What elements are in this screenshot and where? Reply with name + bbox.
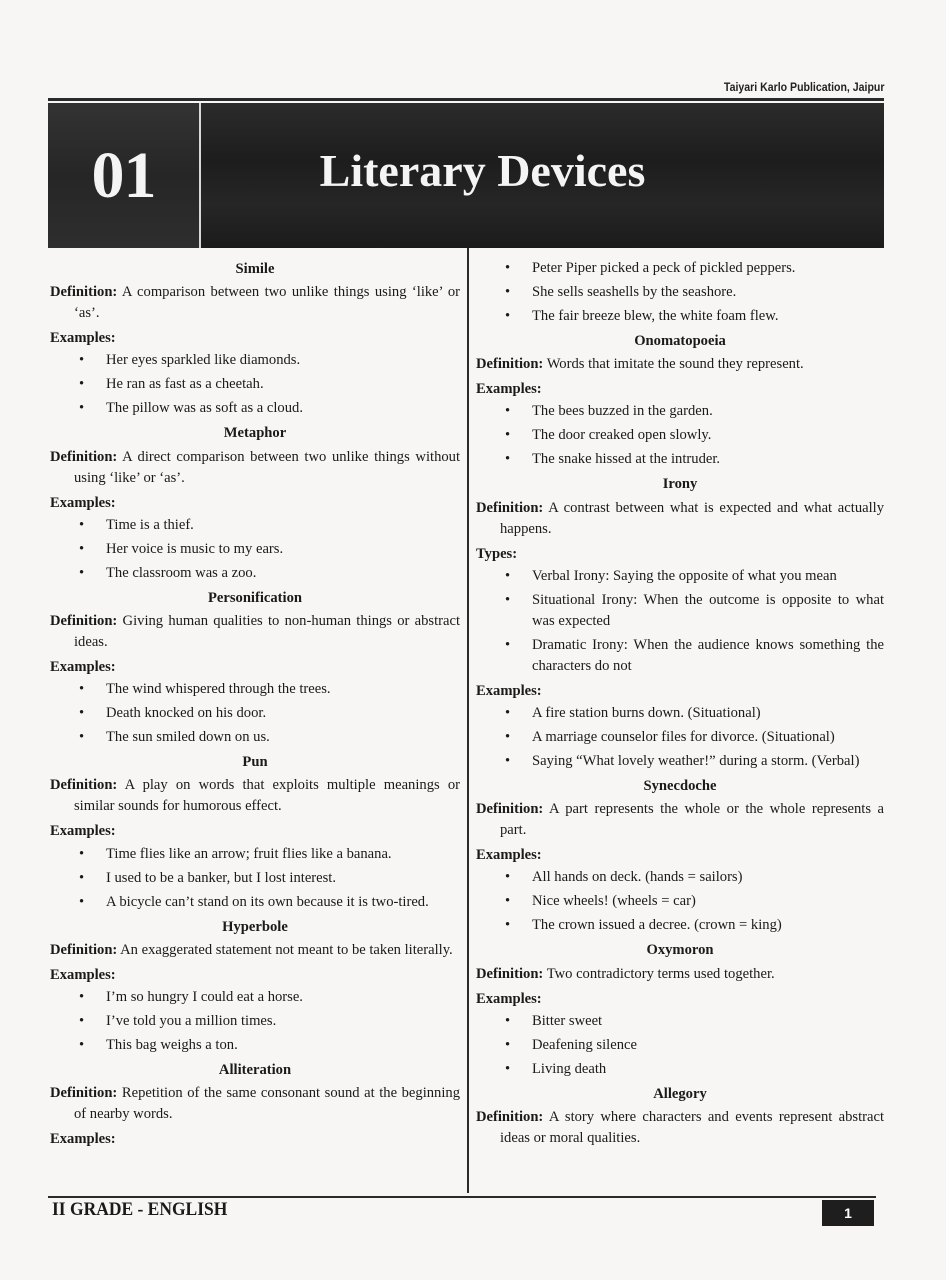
list-item: • A marriage counselor files for divorce. (Situational)	[476, 727, 884, 748]
definition	[50, 775, 460, 817]
definition	[476, 1107, 884, 1149]
definition-label: Definition:	[476, 499, 544, 516]
examples-list	[476, 401, 884, 470]
alliteration-examples-list	[476, 258, 884, 327]
top-rule	[48, 98, 884, 101]
list-item: • I’ve told you a million times.	[50, 1011, 460, 1032]
list-item: • Living death	[476, 1059, 884, 1080]
examples-label: Examples:	[476, 682, 542, 699]
definition	[476, 498, 884, 540]
section-heading: Oxymoron	[646, 942, 714, 959]
examples-list	[50, 350, 460, 419]
list-item: • He ran as fast as a cheetah.	[50, 374, 460, 395]
definition-label: Definition:	[50, 613, 118, 630]
section-allegory	[476, 1083, 884, 1149]
types-label: Types:	[476, 545, 518, 562]
definition-label: Definition:	[50, 1085, 118, 1102]
list-item: • The classroom was a zoo.	[50, 563, 460, 584]
section-heading: Hyperbole	[222, 918, 288, 935]
examples-list	[50, 844, 460, 913]
list-item: • Nice wheels! (wheels = car)	[476, 891, 884, 912]
right-column	[476, 258, 884, 1152]
definition	[50, 611, 460, 653]
chapter-number: 01	[48, 103, 201, 248]
list-item: • The pillow was as soft as a cloud.	[50, 398, 460, 419]
section-alliteration	[50, 1059, 460, 1151]
examples-label: Examples:	[50, 823, 116, 840]
left-column	[50, 258, 460, 1151]
chapter-banner	[48, 103, 884, 248]
definition	[50, 282, 460, 324]
list-item: • Death knocked on his door.	[50, 703, 460, 724]
definition-text: A comparison between two unlike things using ‘like’ or ‘as’.	[74, 284, 460, 322]
footer-subject: II GRADE - ENGLISH	[52, 1199, 228, 1220]
list-item: • The fair breeze blew, the white foam flew.	[476, 306, 884, 327]
definition	[50, 1083, 460, 1125]
publisher-name: Taiyari Karlo Publication, Jaipur	[723, 80, 884, 94]
list-item: • Saying “What lovely weather!” during a storm. (Verbal)	[476, 751, 884, 772]
definition-text: Giving human qualities to non-human things or abstract ideas.	[74, 613, 460, 651]
list-item: • This bag weighs a ton.	[50, 1035, 460, 1056]
page-number: 1	[822, 1200, 874, 1226]
types-list	[476, 566, 884, 677]
definition-text: A play on words that exploits multiple meanings or similar sounds for humorous effect.	[74, 777, 461, 815]
section-pun	[50, 751, 460, 912]
definition-label: Definition:	[50, 777, 118, 794]
section-hyperbole	[50, 916, 460, 1056]
definition-label: Definition:	[50, 448, 118, 465]
list-item: • The wind whispered through the trees.	[50, 679, 460, 700]
definition-label: Definition:	[476, 801, 544, 818]
examples-label: Examples:	[50, 966, 116, 983]
examples-label: Examples:	[476, 990, 542, 1007]
definition	[50, 447, 460, 489]
definition-text: Repetition of the same consonant sound at the beginning of nearby words.	[74, 1085, 460, 1123]
list-item: • The sun smiled down on us.	[50, 727, 460, 748]
examples-list	[476, 703, 884, 772]
list-item: • Her voice is music to my ears.	[50, 539, 460, 560]
definition-label: Definition:	[50, 284, 118, 301]
examples-list	[476, 1011, 884, 1080]
bottom-rule	[48, 1196, 876, 1198]
list-item: • Her eyes sparkled like diamonds.	[50, 350, 460, 371]
list-item: • Peter Piper picked a peck of pickled peppers.	[476, 258, 884, 279]
list-item: • Deafening silence	[476, 1035, 884, 1056]
definition-text: Two contradictory terms used together.	[546, 965, 775, 982]
list-item: • All hands on deck. (hands = sailors)	[476, 867, 884, 888]
definition-text: Words that imitate the sound they represent.	[546, 356, 804, 373]
examples-label: Examples:	[476, 847, 542, 864]
list-item: • She sells seashells by the seashore.	[476, 282, 884, 303]
definition-text: A part represents the whole or the whole represents a part.	[500, 801, 885, 839]
section-simile	[50, 258, 460, 419]
chapter-title: Literary Devices	[319, 145, 646, 196]
section-oxymoron	[476, 939, 884, 1079]
section-heading: Pun	[242, 754, 268, 771]
section-heading: Allegory	[653, 1085, 707, 1102]
examples-label: Examples:	[50, 330, 116, 347]
definition	[476, 799, 884, 841]
section-synecdoche	[476, 775, 884, 936]
section-heading: Personification	[207, 589, 303, 606]
definition	[476, 354, 884, 375]
examples-list	[476, 867, 884, 936]
definition	[50, 940, 460, 961]
column-divider	[467, 248, 469, 1193]
list-item: • Situational Irony: When the outcome is opposite to what was expected	[476, 590, 884, 632]
examples-list	[50, 987, 460, 1056]
section-heading: Alliteration	[218, 1062, 292, 1079]
section-metaphor	[50, 422, 460, 583]
definition-text: A story where characters and events represent abstract ideas or moral qualities.	[500, 1109, 885, 1147]
list-item: • A fire station burns down. (Situational)	[476, 703, 884, 724]
definition	[476, 964, 884, 985]
list-item: • The door creaked open slowly.	[476, 425, 884, 446]
section-heading: Simile	[235, 261, 275, 277]
examples-list	[50, 515, 460, 584]
section-onomatopoeia	[476, 330, 884, 470]
list-item: • The crown issued a decree. (crown = king)	[476, 915, 884, 936]
list-item: • The snake hissed at the intruder.	[476, 449, 884, 470]
examples-label: Examples:	[50, 494, 116, 511]
list-item: • A bicycle can’t stand on its own because it is two-tired.	[50, 892, 460, 913]
section-heading: Metaphor	[223, 425, 287, 442]
list-item: • Time flies like an arrow; fruit flies like a banana.	[50, 844, 460, 865]
section-irony	[476, 473, 884, 772]
section-heading: Synecdoche	[643, 778, 717, 795]
definition-text: An exaggerated statement not meant to be taken literally.	[120, 941, 453, 958]
examples-list	[50, 679, 460, 748]
list-item: • Dramatic Irony: When the audience knows something the characters do not	[476, 635, 884, 677]
section-personification	[50, 587, 460, 748]
examples-label: Examples:	[476, 381, 542, 398]
examples-label: Examples:	[50, 659, 116, 676]
list-item: • Bitter sweet	[476, 1011, 884, 1032]
list-item: • Time is a thief.	[50, 515, 460, 536]
section-heading: Irony	[662, 476, 698, 493]
definition-text: A direct comparison between two unlike things without using ‘like’ or ‘as’.	[74, 448, 461, 486]
list-item: • Verbal Irony: Saying the opposite of what you mean	[476, 566, 884, 587]
definition-label: Definition:	[476, 965, 544, 982]
examples-label: Examples:	[50, 1131, 116, 1148]
list-item: • The bees buzzed in the garden.	[476, 401, 884, 422]
definition-label: Definition:	[476, 1109, 544, 1126]
definition-text: A contrast between what is expected and what actually happens.	[500, 499, 884, 537]
definition-label: Definition:	[50, 941, 118, 958]
definition-label: Definition:	[476, 356, 544, 373]
list-item: • I’m so hungry I could eat a horse.	[50, 987, 460, 1008]
section-heading: Onomatopoeia	[634, 333, 726, 349]
list-item: • I used to be a banker, but I lost interest.	[50, 868, 460, 889]
